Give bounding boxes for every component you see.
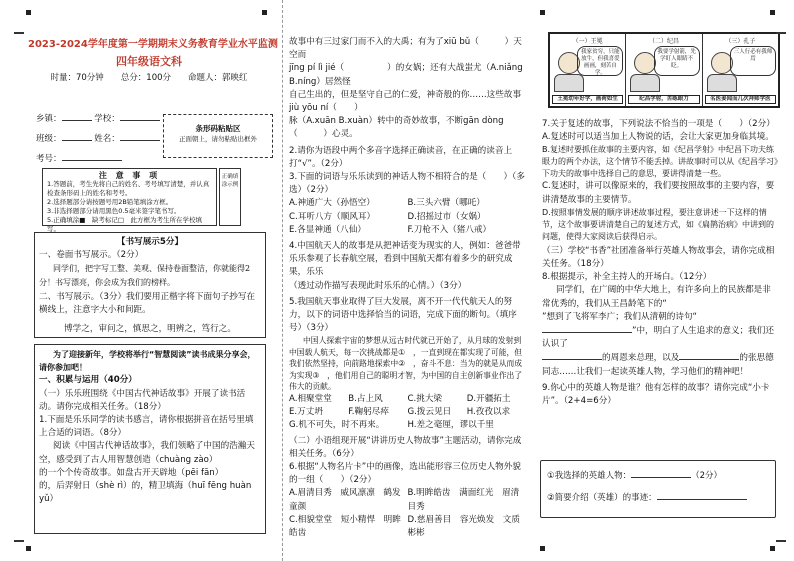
cartoon-frame-2: （二）纪昌 我要学射箭，先学盯人眼睛不眨。 纪昌学射，苦练眼力: [626, 34, 702, 106]
tick-mark: [776, 32, 786, 34]
q7-option-c[interactable]: C.复述时，讲可以像原来的，我们要按照故事的主要内容，要讲清楚故事的主要情节。: [542, 181, 775, 205]
registration-mark: [770, 10, 775, 15]
hero-deeds-input[interactable]: [657, 491, 747, 500]
column-middle: 故事中有三过家门而不入的大禹；有为了xiū bǔ（ ）天空而 jīng pí lì jié（ ）的女娲；还有大战蚩尤（A.niǎng B.níng）居然怪 自己生出的，但是坚守自己的仁爱，神奇般的你……这些故事jiù yōu ní（ ） 脉（A.xuān B.xuàn）转中的奇妙故事，不断gān dòng（ ）心灵。 2.请你为语段中两个多音字选择正确读音，在正确的读音上打“√”。（2分） 3.下面的词语与乐乐读到的神话人物不相符合的是（ ）（多选）（2分） A.神通广大（孙悟空） B.三头六臂（哪吒） C.耳听八方（顺风耳） D.招摇过市（女娲） E.各显神通（八仙） F.刀枪不入（猪八戒） 4.中国航天人的故事是从把神话变为现实的人，例如：爸爸带乐乐参观了长春航空展，看到中国航天都有着多少的研究成果，乐乐 （透过动作描写表现此时乐乐的心情。）（3分） 5.我国航天事业取得了巨大发展，离不开一代代航天人的努力，以下的词语中选择恰当的词语，完成下面的断句。（填序号）（3分） 中国人探索宇宙的梦想从远古时代就已开始了，从月球的发射到中国载人航天，每一次挑战都是① ，一直到现在都实现了可能，但我们依然坚持，向前路地探索中② ，奋斗不息：当为的就是从而成为实现③ ，他们用自己的聪明才智，为中国的自主创新事业作出了伟大的贡献。 A.相聚堂堂 B.占上风 C.挑大梁 D.开疆拓土 E.万丈坍 F.鞠躬尽瘁 G.拨云见日 H.孜孜以求 G.机不可失，时不再来。 H.差之毫厘，谬以千里 （二）小语组现开展“讲讲历史人物故事”主题活动，请你完成相关任务。（6分） 6.根据“人物名片卡”中的画像，选出能形容三位历史人物外貌的一组（ ）（2分） A.眉清目秀 威风凛凛 鹤发童颜 B.明眸皓齿 满面红光 眉清目秀 C.相貌堂堂 短小精悍 明眸皓齿 D.慈眉善目 容光焕发 文质彬彬: [282, 0, 530, 561]
q7-option-b[interactable]: B.复述时要抓住故事的主要内容，如《纪昌学射》中纪昌下功夫练眼力的两个办法，这个情节不能丢掉。讲故事时可以从《纪昌学习》下功夫的故事中选择自己的意思，要讲得清楚一些。: [542, 145, 778, 179]
q5-choices-row2[interactable]: E.万丈坍 F.鞠躬尽瘁 G.拨云见日 H.孜孜以求: [289, 407, 511, 418]
exam-title: 2023-2024学年度第一学期期末义务教育学业水平监测: [28, 39, 278, 50]
registration-mark: [770, 546, 775, 551]
q5-choices-row1[interactable]: A.相聚堂堂 B.占上风 C.挑大梁 D.开疆拓土: [289, 393, 511, 404]
column-left: [28, 0, 278, 561]
column-right: 7.关于复述的故事，下列说法不恰当的一项是（ ）（2分） A.复述时可以适当加上人物说的话，会让大家更加身临其境。 B.复述时要抓住故事的主要内容，如《纪昌学射》中纪昌下功夫练眼力的两个办法，这个情节不能丢掉。讲故事时可以从《纪昌学习》下功夫的故事中选择自己的意思，要讲得清楚一些。 C.复述时，讲可以像原来的，我们要按照故事的主要内容，要讲清楚故事的主要情节。 D.按照事情发展的顺序讲述故事过程，要注意讲述一下这样的情节，这个故事要讲清楚自己的复述方式，如《扁鹊治病》中讲到的问题，使得大家阅读后获得启示。 （三）学校“书香”社团准备举行英雄人物故事会，请你完成相关任务。（18分） 8.根据提示，补全主持人的开场白。（12分） 同学们，在广阔的中华大地上，有许多向上的民族都是非常优秀的，我们从王昌龄笔下的“ ”想到了飞将军李广；我们从清朝的诗句“”中，明白了人生追求的意义；我们还认识了 的周恩来总理，以及 的张思德同志……让我们一起读英雄人物，学习他们的精神吧！ 9.你心中的英雄人物是谁？他有怎样的故事？请你完成“小卡片”。（2+4=6分）: [542, 119, 778, 407]
registration-mark: [26, 546, 31, 551]
registration-mark: [540, 10, 545, 15]
q3-choices-row3[interactable]: E.各显神通（八仙） F.刀枪不入（猪八戒）: [289, 224, 492, 235]
fill-sample-box: 正确填涂示例: [219, 168, 241, 226]
q7-option-a[interactable]: A.复述时可以适当加上人物说的话，会让大家更加身临其境。: [542, 132, 774, 143]
hero-card: ①我选择的英雄人物： （2分） ②简要介绍（英雄）的事迹：: [540, 460, 776, 518]
q7-option-d[interactable]: D.按照事情发展的顺序讲述故事过程，要注意讲述一下这样的情节，这个故事要讲清楚自己的复述方式，如《扁鹊治病》中讲到的问题，使得大家阅读后获得启示。: [542, 207, 774, 241]
tick-mark: [14, 32, 24, 34]
town-field[interactable]: 乡镇： 学校：: [36, 112, 160, 126]
hero-name-input[interactable]: [631, 469, 691, 478]
q3-choices-row1[interactable]: A.神通广大（孙悟空） B.三头六臂（哪吒）: [289, 198, 485, 209]
exam-no-field[interactable]: 考号：: [36, 152, 122, 166]
exam-meta: 时量：70分钟 总分：100分 命题人：郭映红: [50, 73, 248, 84]
answer-line[interactable]: [542, 324, 632, 333]
q3-choices-row2[interactable]: C.耳听八方（顺风耳） D.招摇过市（女娲）: [289, 211, 486, 222]
writing-section: 【书写展示5分】 一、卷面书写展示。（2分） 同学们，把字写工整、美观、保持卷面整洁，你就能得2分！书写漂亮，你会成为我们的榜样。 二、书写展示。（3分）我们要用正楷字将下面句子抄写在横线上，注意字大小和间距。 博学之，审问之，慎思之，明辨之，笃行之。: [34, 232, 266, 338]
class-field[interactable]: 班级： 姓名：: [36, 132, 160, 146]
registration-mark: [262, 10, 267, 15]
tick-mark: [14, 540, 24, 542]
answer-line[interactable]: [679, 351, 739, 360]
notice-box: 注 意 事 项 1.答题前，考生先将自己的姓名、考号填写清楚，并认真检查条形码上的姓名和考号。 2.选择题部分请按题号用2B铅笔填涂方框。 3.非选择题部分请用黑色0.5毫米签字笔书写。 5.正确填涂■ 缺考标记□ 此方框为考生所在学校填写。: [42, 168, 217, 226]
registration-mark: [540, 546, 545, 551]
q6-choices-row1[interactable]: A.眉清目秀 威风凛凛 鹤发童颜 B.明眸皓齿 满面红光 眉清目秀: [289, 488, 520, 512]
tick-mark: [776, 540, 786, 542]
q5-choices-row3[interactable]: G.机不可失，时不再来。 H.差之毫厘，谬以千里: [289, 420, 494, 431]
barcode-area: 条形码粘贴区 正面朝上，请勿粘贴出框外: [163, 114, 273, 158]
registration-mark: [26, 10, 31, 15]
exam-subtitle: 四年级语文科: [116, 55, 182, 69]
part-one-section: 为了迎接新年，学校将举行“智慧阅读”读书成果分享会，请你参加吧！ 一、积累与运用（40分） （一）乐乐班围绕《中国古代神话故事》开展了读书活动。请你完成相关任务。（18分） 1.下面是乐乐同学的读书感言，请你根据拼音在括号里填上合适的词语。（8分） 阅读《中国古代神话故事》，我们领略了中国的浩瀚天空，感受到了古人用智慧创造（chuàng zào） 的一个个传奇故事。如盘古开天辟地（pēi fān） 的，后羿射日（shè rì）的，精卫填海（huī fēng huàn yǔ）: [34, 344, 266, 534]
cartoon-frame-1: （一）王冕 我家贫穷，只能放牛，但我喜爱画画，刻苦自学。 王冕幼年好学，画荷如生: [550, 34, 626, 106]
answer-line[interactable]: [542, 351, 602, 360]
cartoon-frame-3: （三）孔子 三人行必有我师焉 名医姜闻而几次拜师学医: [703, 34, 778, 106]
q6-choices-row2[interactable]: C.相貌堂堂 短小精悍 明眸皓齿 D.慈眉善目 容光焕发 文质彬彬: [289, 514, 520, 538]
